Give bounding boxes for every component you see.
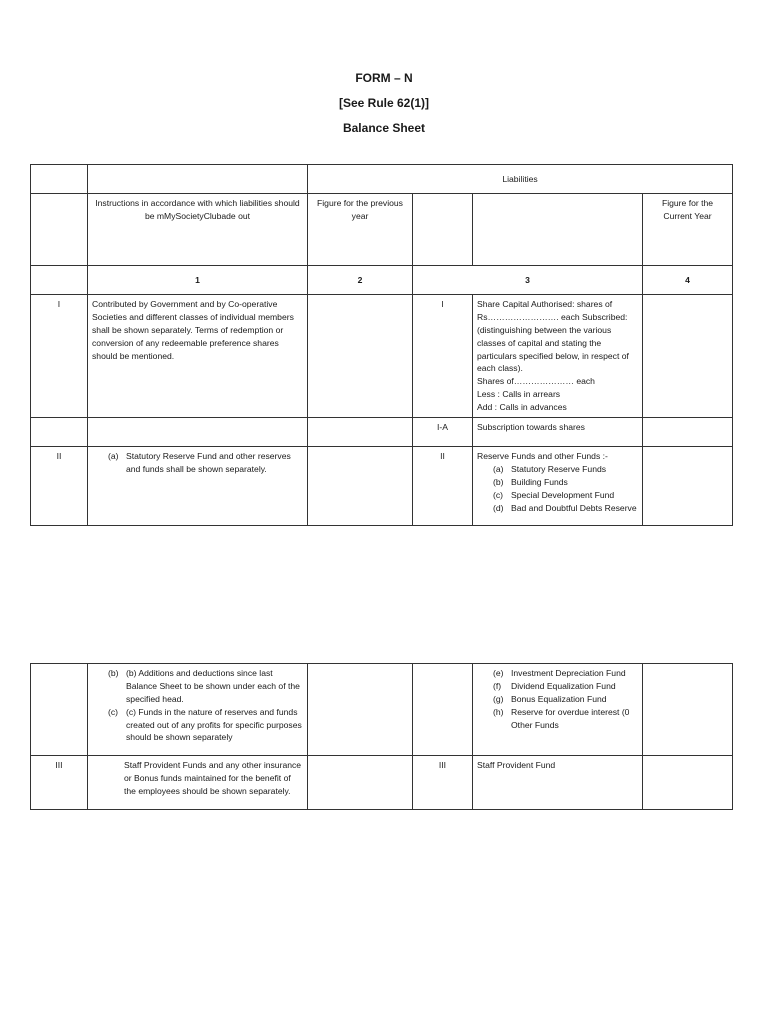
column-number-3: 3 (413, 266, 643, 295)
share-capital-line: Less : Calls in arrears (477, 389, 561, 400)
liabilities-heading: Liabilities (308, 165, 733, 194)
item-text: Bonus Equalization Fund (511, 693, 607, 704)
row-share-capital (31, 295, 733, 418)
current-year-heading: Figure for the Current Year (643, 194, 733, 266)
row-number: II (31, 447, 88, 526)
staff-provident-fund-text: Staff Provident Fund (473, 756, 643, 810)
column-number-1: 1 (88, 266, 308, 295)
share-capital-text (473, 295, 643, 418)
row-staff-provident-fund (31, 756, 733, 810)
item-text: Building Funds (511, 476, 568, 487)
liability-number: II (413, 447, 473, 526)
item-text: Reserve for overdue interest (0 Other Funds (511, 706, 630, 730)
item-marker: (g) (493, 693, 504, 704)
instruction-item (92, 667, 303, 706)
reserve-fund-item (477, 667, 638, 680)
column-heading-row (31, 194, 733, 266)
item-marker: (c) (108, 706, 119, 717)
reserve-fund-item (477, 706, 638, 732)
column-number-row (31, 266, 733, 295)
share-capital-line: Add : Calls in advances (477, 402, 567, 413)
form-title: FORM – N (355, 71, 413, 85)
item-marker: (a) (493, 463, 504, 474)
item-marker: (b) (108, 668, 119, 678)
liability-number: I (413, 295, 473, 418)
reserve-fund-item (477, 502, 638, 515)
item-text: (c) Funds in the nature of reserves and funds created out of any profits for specific purposes should be shown separately (126, 706, 302, 743)
column-number-2: 2 (308, 266, 413, 295)
reserve-fund-item (477, 489, 638, 502)
item-text: Investment Depreciation Fund (511, 668, 626, 678)
subscription-text: Subscription towards shares (473, 418, 643, 447)
reserve-fund-item (477, 693, 638, 706)
row-reserve-funds (31, 447, 733, 526)
item-marker: (e) (493, 668, 504, 678)
row-reserve-funds-continued (31, 664, 733, 756)
item-text: Bad and Doubtful Debts Reserve (511, 502, 637, 513)
instruction-item (92, 706, 303, 745)
reserve-fund-item (477, 476, 638, 489)
instruction-item (92, 450, 303, 476)
instruction-text: Staff Provident Funds and any other insurance or Bonus funds maintained for the benefit of the employees should be shown separately. (124, 760, 302, 796)
item-marker: (d) (493, 502, 504, 513)
instructions-heading: Instructions in accordance with which liabilities should be mMySocietyClubade out (88, 194, 308, 266)
reserve-fund-item (477, 463, 638, 476)
previous-year-heading: Figure for the previous year (308, 194, 413, 266)
row-number: III (31, 756, 88, 810)
document-title: Balance Sheet (342, 121, 426, 135)
item-marker: (c) (493, 489, 504, 500)
liabilities-header-row (31, 165, 733, 194)
item-marker: (a) (108, 451, 119, 462)
item-text: Statutory Reserve Fund and other reserves and funds shall be shown separately. (126, 451, 291, 474)
rule-reference: [See Rule 62(1)] (338, 96, 430, 110)
row-subscription (31, 418, 733, 447)
balance-sheet-table-1 (30, 164, 733, 526)
share-capital-line: Share Capital Authorised: shares of Rs……………………. each Subscribed: (distinguishing between the various classes of capital and stating the particulars specified below, in respect of each class). (477, 299, 629, 374)
item-text: Special Development Fund (511, 489, 615, 500)
column-number-4: 4 (643, 266, 733, 295)
balance-sheet-table-2 (30, 663, 733, 810)
item-text: Dividend Equalization Fund (511, 680, 616, 691)
share-capital-line: Shares of………………… each (477, 376, 595, 387)
reserve-funds-heading: Reserve Funds and other Funds :- (477, 451, 608, 462)
item-marker: (h) (493, 706, 504, 717)
row-number: I (31, 295, 88, 418)
liability-number: I-A (413, 418, 473, 447)
instruction-text: Contributed by Government and by Co-operative Societies and different classes of individual members shall be shown separately. Terms of redemption or conversion of any redeemable preference shares should be mentioned. (88, 295, 308, 418)
item-marker: (f) (493, 680, 502, 691)
item-text: (b) Additions and deductions since last Balance Sheet to be shown under each of the specified head. (126, 668, 300, 704)
reserve-fund-item (477, 680, 638, 693)
liability-number: III (413, 756, 473, 810)
item-marker: (b) (493, 476, 504, 487)
item-text: Statutory Reserve Funds (511, 463, 607, 474)
